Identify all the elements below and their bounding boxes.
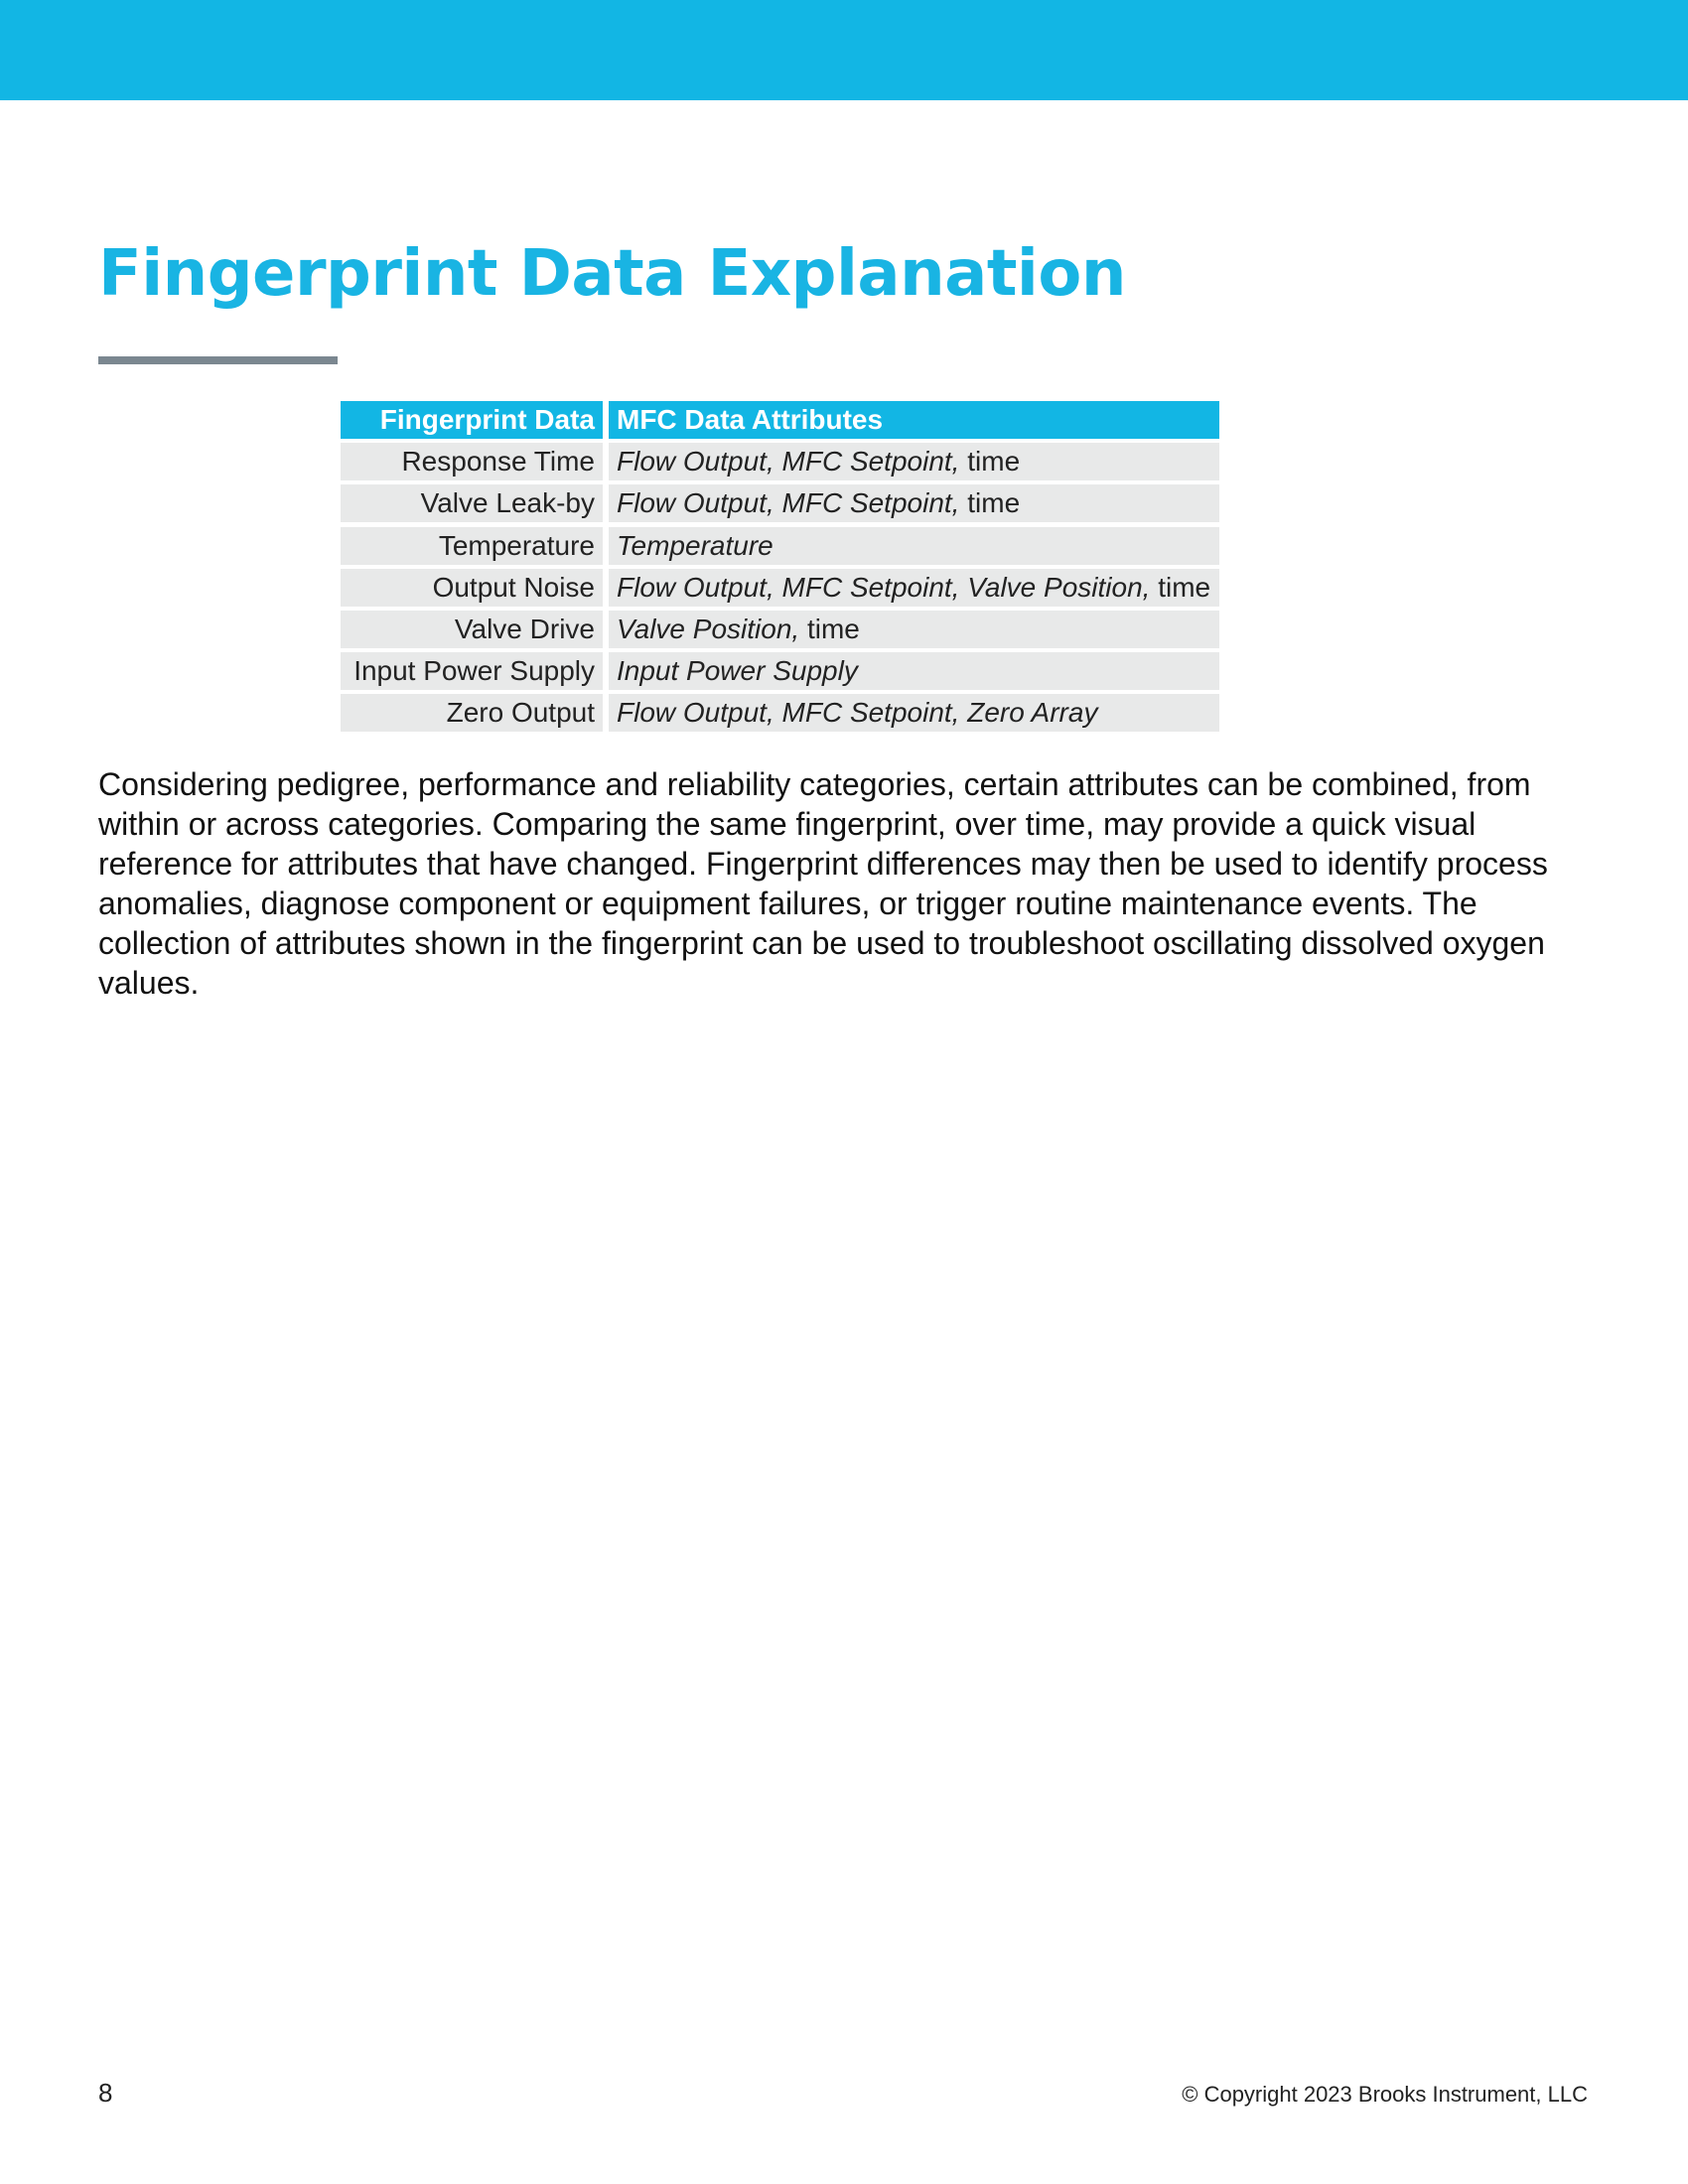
page-number: 8 <box>98 2078 113 2108</box>
column-header-mfc-data-attributes: MFC Data Attributes <box>609 401 1219 439</box>
table-row <box>341 569 1219 607</box>
fingerprint-attributes-table <box>341 401 1219 737</box>
table-row <box>341 484 1219 522</box>
attribute-text: time <box>959 446 1021 478</box>
mfc-data-attributes-cell <box>609 527 1219 565</box>
attribute-text: time <box>799 613 860 644</box>
fingerprint-data-cell: Valve Leak-by <box>341 484 603 522</box>
fingerprint-data-cell: Input Power Supply <box>341 652 603 690</box>
table-header-row <box>341 401 1219 439</box>
attribute-italic-text: Temperature <box>617 529 774 561</box>
attribute-text: time <box>1150 571 1211 603</box>
fingerprint-data-cell: Output Noise <box>341 569 603 607</box>
table-row <box>341 694 1219 732</box>
copyright-notice: © Copyright 2023 Brooks Instrument, LLC <box>1182 2082 1588 2107</box>
fingerprint-data-cell: Temperature <box>341 527 603 565</box>
mfc-data-attributes-cell <box>609 611 1219 648</box>
attribute-italic-text: Flow Output, MFC Setpoint, <box>617 487 960 519</box>
table-row <box>341 611 1219 648</box>
page-title: Fingerprint Data Explanation <box>98 237 1126 311</box>
table-row <box>341 652 1219 690</box>
mfc-data-attributes-cell <box>609 694 1219 732</box>
attribute-italic-text: Flow Output, MFC Setpoint, Zero Array <box>617 697 1098 729</box>
fingerprint-data-cell: Zero Output <box>341 694 603 732</box>
title-underline <box>98 356 338 364</box>
mfc-data-attributes-cell <box>609 443 1219 480</box>
attribute-italic-text: Flow Output, MFC Setpoint, <box>617 446 960 478</box>
body-paragraph: Considering pedigree, performance and reliability categories, certain attributes can be combined, from within or across categories. Comparing the same fingerprint, over time, may provide a quick visual reference for attributes that have changed. Fingerprint differences may then be used to identify process anomalies, diagnose component or equipment failures, or trigger routine maintenance events. The collection of attributes shown in the fingerprint can be used to troubleshoot oscillating dissolved oxygen values. <box>98 766 1548 1001</box>
table-row <box>341 527 1219 565</box>
header-band <box>0 0 1688 100</box>
attribute-italic-text: Valve Position, <box>617 613 800 644</box>
column-header-fingerprint-data: Fingerprint Data <box>341 401 603 439</box>
fingerprint-data-cell: Response Time <box>341 443 603 480</box>
mfc-data-attributes-cell <box>609 652 1219 690</box>
attribute-italic-text: Input Power Supply <box>617 655 858 687</box>
attribute-italic-text: Flow Output, MFC Setpoint, Valve Position, <box>617 571 1151 603</box>
mfc-data-attributes-cell <box>609 569 1219 607</box>
mfc-data-attributes-cell <box>609 484 1219 522</box>
attribute-text: time <box>959 487 1021 519</box>
fingerprint-data-cell: Valve Drive <box>341 611 603 648</box>
table-row <box>341 443 1219 480</box>
